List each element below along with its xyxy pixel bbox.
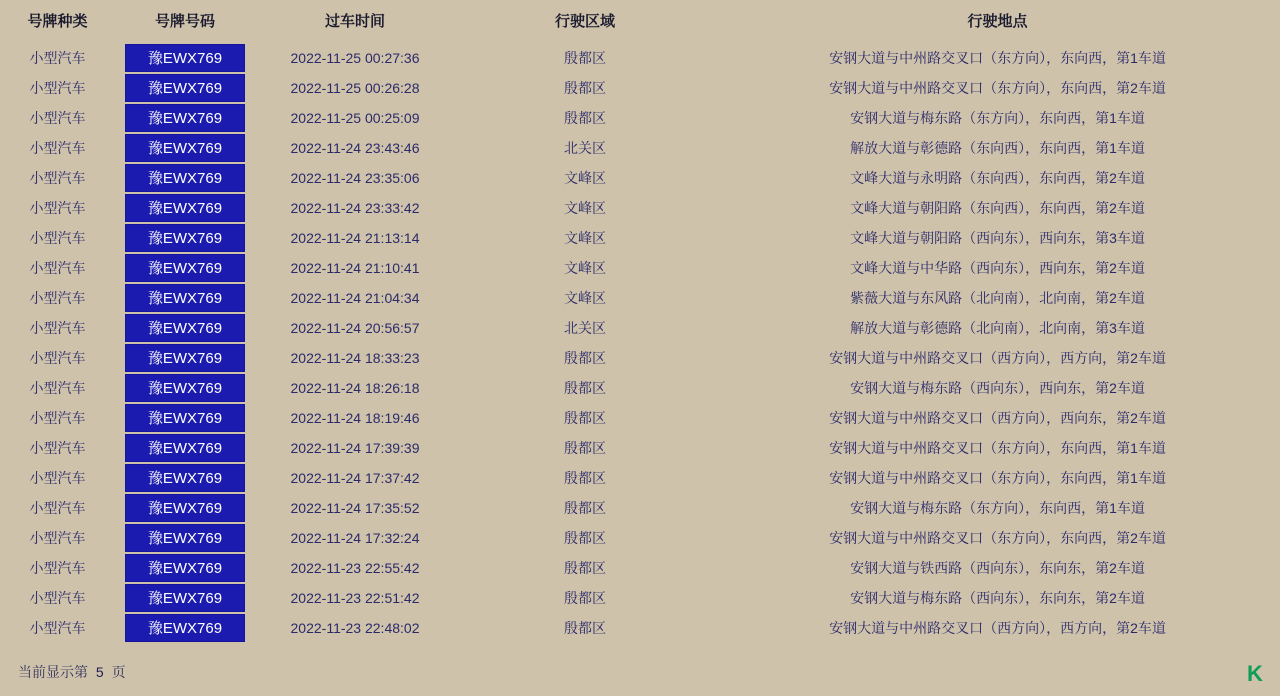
plate-badge: 豫EWX769 — [125, 344, 245, 372]
cell-plate-number — [115, 223, 255, 253]
cell-plate-type: 小型汽车 — [29, 410, 86, 426]
table-row — [0, 133, 1280, 163]
wps-logo-icon: K — [1247, 661, 1263, 686]
cell-drive-place: 安钢大道与铁西路（西向东），东向东，第2车道 — [850, 560, 1145, 576]
cell-plate-number — [115, 103, 255, 133]
cell-drive-area: 殷都区 — [564, 620, 606, 636]
cell-plate-number — [115, 73, 255, 103]
cell-drive-place: 安钢大道与中州路交叉口（东方向），东向西，第1车道 — [829, 470, 1166, 486]
plate-badge: 豫EWX769 — [125, 614, 245, 642]
cell-pass-time: 2022-11-23 22:51:42 — [290, 590, 420, 606]
cell-plate-type: 小型汽车 — [29, 560, 86, 576]
cell-plate-number — [115, 283, 255, 313]
cell-drive-area: 文峰区 — [564, 200, 606, 216]
table-row — [0, 493, 1280, 523]
table-row — [0, 343, 1280, 373]
cell-plate-number — [115, 433, 255, 463]
cell-pass-time: 2022-11-24 18:19:46 — [290, 410, 420, 426]
cell-drive-area: 殷都区 — [564, 50, 606, 66]
cell-plate-type: 小型汽车 — [29, 350, 86, 366]
table-row — [0, 253, 1280, 283]
cell-plate-number — [115, 253, 255, 283]
table-header-row — [0, 0, 1280, 43]
cell-drive-place: 文峰大道与永明路（东向西），东向西，第2车道 — [850, 170, 1145, 186]
cell-drive-place: 文峰大道与朝阳路（西向东），西向东，第3车道 — [850, 230, 1145, 246]
table-row — [0, 523, 1280, 553]
cell-drive-area: 文峰区 — [564, 170, 606, 186]
cell-plate-type: 小型汽车 — [29, 530, 86, 546]
cell-plate-number — [115, 493, 255, 523]
cell-pass-time: 2022-11-25 00:25:09 — [290, 110, 420, 126]
plate-badge: 豫EWX769 — [125, 314, 245, 342]
table-row — [0, 43, 1280, 73]
pagination-prefix: 当前显示第 — [18, 664, 88, 680]
plate-badge: 豫EWX769 — [125, 134, 245, 162]
cell-pass-time: 2022-11-24 20:56:57 — [290, 320, 420, 336]
cell-plate-number — [115, 523, 255, 553]
cell-plate-type: 小型汽车 — [29, 230, 86, 246]
cell-plate-type: 小型汽车 — [29, 590, 86, 606]
column-header-plate-number: 号牌号码 — [154, 13, 215, 30]
cell-pass-time: 2022-11-24 17:37:42 — [290, 470, 420, 486]
cell-pass-time: 2022-11-24 21:10:41 — [290, 260, 420, 276]
cell-drive-place: 安钢大道与中州路交叉口（东方向），东向西，第2车道 — [829, 80, 1166, 96]
cell-pass-time: 2022-11-24 17:35:52 — [290, 500, 420, 516]
cell-drive-place: 安钢大道与中州路交叉口（东方向），东向西，第2车道 — [829, 530, 1166, 546]
cell-pass-time: 2022-11-24 23:43:46 — [290, 140, 420, 156]
cell-plate-type: 小型汽车 — [29, 380, 86, 396]
cell-drive-place: 安钢大道与梅东路（西向东），西向东，第2车道 — [850, 380, 1145, 396]
table-row — [0, 313, 1280, 343]
cell-plate-type: 小型汽车 — [29, 320, 86, 336]
cell-drive-area: 文峰区 — [564, 290, 606, 306]
plate-badge: 豫EWX769 — [125, 224, 245, 252]
column-header-drive-area: 行驶区域 — [554, 13, 615, 30]
plate-badge: 豫EWX769 — [125, 464, 245, 492]
cell-drive-place: 安钢大道与中州路交叉口（西方向），西向东，第2车道 — [829, 410, 1166, 426]
table-header — [0, 0, 1280, 43]
plate-badge: 豫EWX769 — [125, 434, 245, 462]
cell-pass-time: 2022-11-24 21:13:14 — [290, 230, 420, 246]
cell-plate-number — [115, 313, 255, 343]
table-row — [0, 223, 1280, 253]
cell-plate-number — [115, 193, 255, 223]
cell-plate-number — [115, 613, 255, 643]
cell-plate-number — [115, 163, 255, 193]
cell-plate-type: 小型汽车 — [29, 500, 86, 516]
cell-drive-area: 殷都区 — [564, 410, 606, 426]
cell-plate-type: 小型汽车 — [29, 80, 86, 96]
cell-pass-time: 2022-11-24 17:39:39 — [290, 440, 420, 456]
cell-plate-number — [115, 373, 255, 403]
cell-plate-number — [115, 583, 255, 613]
cell-drive-place: 文峰大道与中华路（西向东），西向东，第2车道 — [850, 260, 1145, 276]
table-row — [0, 163, 1280, 193]
cell-plate-type: 小型汽车 — [29, 140, 86, 156]
cell-drive-place: 安钢大道与梅东路（西向东），东向东，第2车道 — [850, 590, 1145, 606]
cell-plate-type: 小型汽车 — [29, 170, 86, 186]
plate-badge: 豫EWX769 — [125, 494, 245, 522]
cell-pass-time: 2022-11-25 00:27:36 — [290, 50, 420, 66]
cell-drive-place: 安钢大道与中州路交叉口（西方向），西方向，第2车道 — [829, 620, 1166, 636]
cell-plate-type: 小型汽车 — [29, 110, 86, 126]
cell-plate-type: 小型汽车 — [29, 50, 86, 66]
table-row — [0, 583, 1280, 613]
cell-plate-number — [115, 463, 255, 493]
cell-pass-time: 2022-11-23 22:55:42 — [290, 560, 420, 576]
table-row — [0, 433, 1280, 463]
pagination-status — [18, 662, 126, 682]
plate-badge: 豫EWX769 — [125, 374, 245, 402]
cell-pass-time: 2022-11-23 22:48:02 — [290, 620, 420, 636]
cell-drive-area: 殷都区 — [564, 590, 606, 606]
cell-drive-place: 安钢大道与梅东路（东方向），东向西，第1车道 — [850, 500, 1145, 516]
table-row — [0, 193, 1280, 223]
cell-plate-number — [115, 343, 255, 373]
cell-drive-area: 文峰区 — [564, 260, 606, 276]
plate-badge: 豫EWX769 — [125, 284, 245, 312]
cell-drive-place: 文峰大道与朝阳路（东向西），东向西，第2车道 — [850, 200, 1145, 216]
plate-badge: 豫EWX769 — [125, 44, 245, 72]
pagination-current-page: 5 — [95, 664, 104, 680]
cell-drive-area: 文峰区 — [564, 230, 606, 246]
cell-plate-type: 小型汽车 — [29, 260, 86, 276]
plate-badge: 豫EWX769 — [125, 104, 245, 132]
table-row — [0, 373, 1280, 403]
cell-drive-area: 殷都区 — [564, 350, 606, 366]
cell-drive-place: 安钢大道与梅东路（东方向），东向西，第1车道 — [850, 110, 1145, 126]
plate-badge: 豫EWX769 — [125, 404, 245, 432]
cell-drive-place: 解放大道与彰德路（东向西），东向西，第1车道 — [850, 140, 1145, 156]
cell-plate-number — [115, 553, 255, 583]
plate-badge: 豫EWX769 — [125, 584, 245, 612]
cell-drive-place: 安钢大道与中州路交叉口（东方向），东向西，第1车道 — [829, 50, 1166, 66]
plate-badge: 豫EWX769 — [125, 524, 245, 552]
cell-drive-place: 解放大道与彰德路（北向南），北向南，第3车道 — [850, 320, 1145, 336]
plate-badge: 豫EWX769 — [125, 74, 245, 102]
table-row — [0, 463, 1280, 493]
plate-badge: 豫EWX769 — [125, 554, 245, 582]
cell-pass-time: 2022-11-24 23:33:42 — [290, 200, 420, 216]
cell-drive-area: 殷都区 — [564, 560, 606, 576]
cell-plate-number — [115, 43, 255, 73]
cell-plate-type: 小型汽车 — [29, 470, 86, 486]
cell-drive-area: 殷都区 — [564, 440, 606, 456]
cell-pass-time: 2022-11-24 17:32:24 — [290, 530, 420, 546]
table-row — [0, 283, 1280, 313]
plate-badge: 豫EWX769 — [125, 164, 245, 192]
plate-badge: 豫EWX769 — [125, 254, 245, 282]
cell-drive-place: 安钢大道与中州路交叉口（东方向），东向西，第1车道 — [829, 440, 1166, 456]
pagination-suffix: 页 — [111, 664, 126, 680]
cell-drive-area: 殷都区 — [564, 500, 606, 516]
cell-plate-type: 小型汽车 — [29, 440, 86, 456]
cell-drive-area: 殷都区 — [564, 470, 606, 486]
cell-drive-area: 北关区 — [564, 140, 606, 156]
cell-drive-place: 安钢大道与中州路交叉口（西方向），西方向，第2车道 — [829, 350, 1166, 366]
column-header-drive-place: 行驶地点 — [967, 13, 1028, 30]
cell-drive-area: 北关区 — [564, 320, 606, 336]
cell-drive-area: 殷都区 — [564, 380, 606, 396]
cell-plate-number — [115, 403, 255, 433]
cell-drive-area: 殷都区 — [564, 110, 606, 126]
cell-plate-type: 小型汽车 — [29, 200, 86, 216]
column-header-plate-type: 号牌种类 — [27, 13, 88, 30]
cell-pass-time: 2022-11-25 00:26:28 — [290, 80, 420, 96]
table-row — [0, 553, 1280, 583]
cell-drive-place: 紫薇大道与东风路（北向南），北向南，第2车道 — [850, 290, 1145, 306]
cell-drive-area: 殷都区 — [564, 80, 606, 96]
table-row — [0, 103, 1280, 133]
column-header-pass-time: 过车时间 — [324, 13, 385, 30]
cell-drive-area: 殷都区 — [564, 530, 606, 546]
cell-pass-time: 2022-11-24 18:26:18 — [290, 380, 420, 396]
cell-plate-type: 小型汽车 — [29, 620, 86, 636]
table-body — [0, 43, 1280, 643]
cell-plate-number — [115, 133, 255, 163]
table-row — [0, 403, 1280, 433]
table-row — [0, 613, 1280, 643]
table-row — [0, 73, 1280, 103]
cell-pass-time: 2022-11-24 21:04:34 — [290, 290, 420, 306]
cell-plate-type: 小型汽车 — [29, 290, 86, 306]
cell-pass-time: 2022-11-24 18:33:23 — [290, 350, 420, 366]
cell-pass-time: 2022-11-24 23:35:06 — [290, 170, 420, 186]
plate-badge: 豫EWX769 — [125, 194, 245, 222]
